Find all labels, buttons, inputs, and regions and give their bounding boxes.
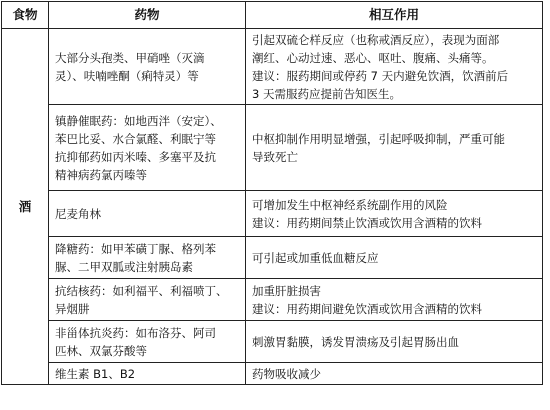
interaction-cell — [246, 237, 543, 279]
table-row — [2, 105, 543, 191]
interaction-cell — [246, 321, 543, 363]
interaction-text: 建议：用药期间禁止饮酒或饮用含酒精的饮料 — [252, 215, 482, 230]
interaction-cell — [246, 105, 543, 191]
interaction-text: 刺激胃黏膜，诱发胃溃疡及引起胃肠出血 — [252, 334, 459, 349]
interaction-text: 3 天需服药应提前告知医生。 — [252, 86, 401, 101]
drug-text: 降糖药：如甲苯磺丁脲、格列苯 — [55, 241, 216, 256]
table-row — [2, 321, 543, 363]
interaction-text: 药物吸收减少 — [252, 366, 321, 381]
table-row — [2, 29, 543, 105]
table-row — [2, 363, 543, 385]
interaction-text: 建议：服药期间或停药 7 天内避免饮酒，饮酒前后 — [252, 68, 509, 83]
drug-cell — [49, 321, 246, 363]
drug-text: 非甾体抗炎药：如布洛芬、阿司 — [55, 325, 216, 340]
drug-cell — [49, 191, 246, 237]
drug-text: 镇静催眠药：如地西泮（安定）、 — [55, 113, 222, 128]
drug-text: 抗抑郁药如丙米嗪、多塞平及抗 — [55, 149, 216, 164]
drug-text: 苯巴比妥、水合氯醛、利眠宁等 — [55, 131, 216, 146]
interaction-cell — [246, 191, 543, 237]
header-drug: 药物 — [49, 2, 246, 29]
drug-text: 维生素 B1、B2 — [55, 366, 136, 381]
food-cell-alcohol: 酒 — [2, 29, 49, 385]
drug-cell — [49, 237, 246, 279]
interaction-cell — [246, 279, 543, 321]
header-interaction: 相互作用 — [246, 2, 543, 29]
drug-cell — [49, 105, 246, 191]
header-row — [2, 2, 543, 29]
drug-text: 大部分头孢类、甲硝唑（灭滴 — [55, 50, 205, 65]
interaction-text: 可增加发生中枢神经系统副作用的风险 — [252, 197, 448, 212]
drug-interaction-table-container — [1, 1, 542, 406]
table-row — [2, 191, 543, 237]
interaction-text: 导致死亡 — [252, 149, 298, 164]
header-food: 食物 — [2, 2, 49, 29]
table-row — [2, 279, 543, 321]
drug-cell — [49, 363, 246, 385]
drug-text: 异烟肼 — [55, 301, 90, 316]
interaction-cell — [246, 363, 543, 385]
drug-interaction-table — [1, 1, 543, 385]
interaction-cell — [246, 29, 543, 105]
interaction-text: 加重肝脏损害 — [252, 283, 321, 298]
drug-text: 抗结核药：如利福平、利福喷丁、 — [55, 283, 228, 298]
drug-cell — [49, 279, 246, 321]
table-row — [2, 237, 543, 279]
drug-text: 匹林、双氯芬酸等 — [55, 343, 147, 358]
interaction-text: 中枢抑制作用明显增强，引起呼吸抑制，严重可能 — [252, 131, 505, 146]
drug-text: 脲、二甲双胍或注射胰岛素 — [55, 259, 193, 274]
drug-text: 尼麦角林 — [55, 206, 101, 221]
interaction-text: 引起双硫仑样反应（也称戒酒反应），表现为面部 — [252, 32, 500, 47]
interaction-text: 建议：用药期间避免饮酒或饮用含酒精的饮料 — [252, 301, 482, 316]
drug-cell — [49, 29, 246, 105]
drug-text: 精神病药氯丙嗪等 — [55, 167, 147, 182]
interaction-text: 可引起或加重低血糖反应 — [252, 250, 379, 265]
interaction-text: 潮红、心动过速、恶心、呕吐、腹痛、头痛等。 — [252, 50, 494, 65]
drug-text: 灵）、呋喃唑酮（痢特灵）等 — [55, 68, 199, 83]
